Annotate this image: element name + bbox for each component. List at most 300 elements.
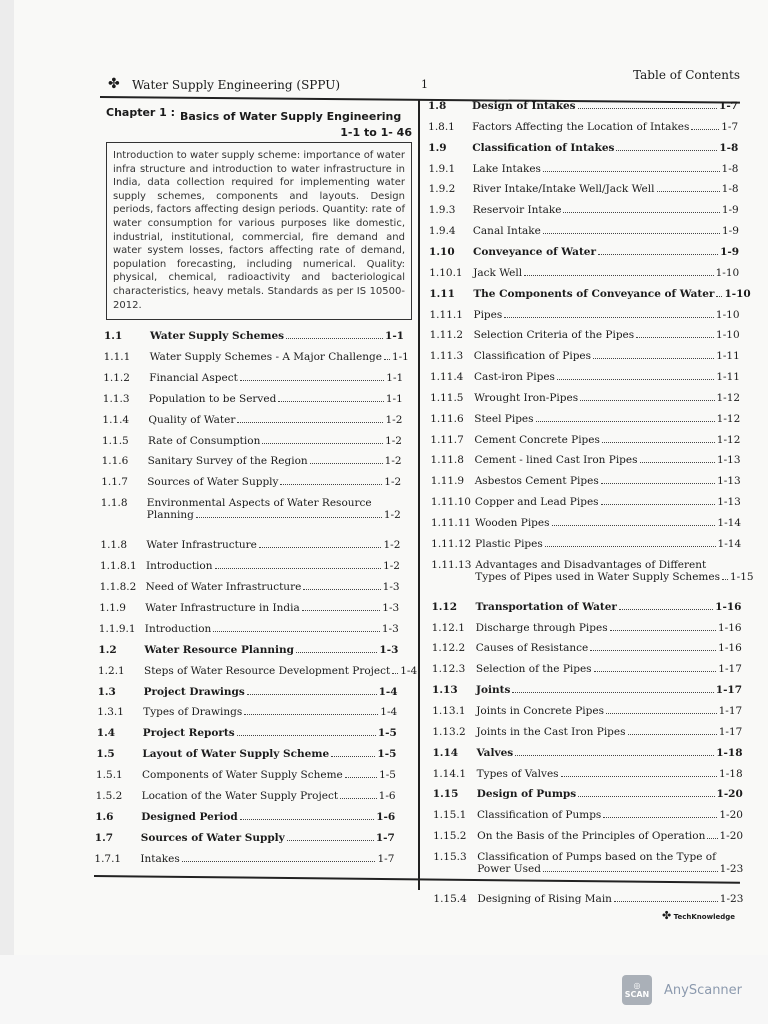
- toc-entry-title: Sources of Water Supply: [147, 476, 279, 489]
- toc-entry-title: Classification of Pumps based on the Type of: [477, 850, 716, 863]
- toc-entry: [432, 642, 742, 660]
- toc-entry-title: Classification of Pumps: [476, 809, 602, 822]
- toc-entry-page: 1-1: [385, 330, 404, 342]
- toc-entry-page: 1-2: [383, 560, 400, 573]
- dot-leader: [247, 694, 377, 695]
- toc-entry-page: 1-12: [716, 412, 741, 425]
- toc-entry-number: 1.15.1: [432, 809, 467, 822]
- dot-leader: [340, 798, 377, 799]
- toc-entry-number: 1.1.8: [100, 539, 128, 552]
- toc-entry-number: 1.1.8.2: [99, 581, 137, 593]
- toc-entry: [429, 246, 739, 264]
- dot-leader: [303, 589, 380, 590]
- toc-entry: [95, 832, 395, 850]
- toc-entry-page: 1-5: [379, 769, 396, 782]
- publisher-logo-icon: ✤: [108, 76, 120, 92]
- toc-entry: [430, 434, 740, 452]
- toc-entry: [431, 601, 741, 619]
- toc-entry-title: Conveyance of Water: [473, 245, 597, 258]
- toc-entry-number: 1.9.3: [428, 204, 456, 217]
- dot-leader: [215, 568, 382, 569]
- toc-entry-number: 1.10: [429, 245, 455, 258]
- dot-leader: [543, 233, 720, 234]
- toc-entry-page: 1-1: [391, 350, 409, 363]
- toc-entry-title: Wrought Iron-Pipes: [474, 391, 579, 404]
- toc-entry: [429, 204, 739, 222]
- toc-entry: [96, 748, 396, 766]
- dot-leader: [593, 358, 714, 359]
- toc-entry: [94, 853, 394, 871]
- toc-entry-title: Water Supply Schemes - A Major Challenge: [149, 350, 382, 363]
- section-title: Table of Contents: [633, 68, 740, 82]
- dot-leader: [287, 840, 374, 841]
- dot-leader: [278, 401, 384, 402]
- toc-entry-number: 1.7: [94, 831, 114, 844]
- toc-entry-title: Lake Intakes: [472, 162, 541, 175]
- toc-entry-number: 1.11.13: [431, 558, 472, 571]
- toc-entry-page: 1-5: [377, 748, 397, 761]
- toc-entry-page: 1-7: [721, 120, 739, 133]
- toc-entry-number: 1.7.1: [94, 852, 122, 865]
- toc-entry-number: 1.8: [428, 100, 447, 112]
- toc-entry-page: 1-14: [717, 537, 742, 550]
- toc-entry: [98, 686, 398, 704]
- toc-entry-title: Copper and Lead Pipes: [474, 496, 599, 509]
- toc-entry-number: 1.11.10: [430, 496, 471, 509]
- dot-leader: [237, 422, 383, 423]
- toc-entry-page: 1-17: [718, 663, 742, 676]
- toc-entry-title: Layout of Water Supply Scheme: [142, 748, 330, 761]
- toc-entry: [104, 330, 404, 348]
- toc-entry-number: 1.1.3: [102, 392, 130, 405]
- toc-entry: [430, 371, 740, 389]
- toc-entry-number: 1.1.7: [101, 476, 128, 489]
- toc-entry-number: 1.11.2: [429, 329, 464, 342]
- scanner-name: AnyScanner: [664, 982, 743, 998]
- toc-entry-title: Cement - lined Cast Iron Pipes: [474, 454, 638, 467]
- toc-entry-number: 1.2.1: [98, 664, 125, 677]
- toc-entry-number: 1.11.3: [429, 350, 464, 363]
- toc-entry-page: 1-9: [721, 204, 739, 217]
- toc-entry-title: Selection of the Pipes: [475, 663, 592, 676]
- toc-entry-number: 1.1.1: [103, 350, 131, 363]
- toc-entry-number: 1.1.6: [101, 455, 129, 468]
- toc-entry: [432, 705, 742, 723]
- syllabus-box: Introduction to water supply scheme: importance of water infra structure and introduction to water infrastructure in India, data collection required for implementing water supply schemes, components and layouts. Design periods, factors affecting design periods. Quantity: rate of water consumption for various purposes like domestic, industrial, institutional, commercial, fire demand and water system losses, factors affecting rate of demand, population forecasting, including numerical. Quality: physical, chemical, radioactivity and bacteriological characteristics, heavy metals. Standards as per IS 10500-2012.: [106, 142, 412, 320]
- toc-entry: [431, 454, 741, 472]
- toc-entry-title: Water Infrastructure in India: [145, 601, 300, 614]
- scanner-watermark: [622, 975, 742, 1005]
- toc-entry-title: Joints in the Cast Iron Pipes: [476, 725, 626, 738]
- dot-leader: [716, 296, 722, 297]
- toc-entry-number: 1.11.12: [431, 537, 472, 550]
- toc-entry: [432, 663, 742, 681]
- toc-entry-page: 1-4: [378, 685, 398, 698]
- toc-entry-title: Steel Pipes: [474, 412, 534, 425]
- dot-leader: [384, 359, 390, 360]
- dot-leader: [578, 108, 717, 109]
- toc-entry: [97, 706, 397, 724]
- toc-entry: [100, 560, 400, 578]
- toc-entry-title: Valves: [476, 746, 514, 759]
- toc-entry-title: Asbestos Cement Pipes: [474, 475, 599, 488]
- publisher-brand: [662, 909, 735, 922]
- toc-entry-number: 1.11: [429, 287, 455, 300]
- toc-entry-title: Cement Concrete Pipes: [474, 433, 600, 446]
- toc-entry-page: 1-2: [384, 476, 402, 489]
- toc-entry-number: 1.9.2: [428, 183, 456, 196]
- scanner-badge-text: SCAN: [624, 990, 650, 999]
- dot-leader: [259, 547, 382, 548]
- toc-entry-title: Classification of Intakes: [472, 141, 615, 154]
- toc-entry-number: 1.1.2: [103, 371, 130, 384]
- dot-leader: [240, 819, 375, 820]
- toc-entry-number: 1.9.4: [428, 225, 456, 238]
- dot-leader: [543, 171, 720, 172]
- toc-entry: [102, 414, 402, 432]
- toc-entry: [433, 830, 743, 848]
- toc-entry-number: 1.1.8.1: [100, 560, 137, 573]
- dot-leader: [392, 673, 398, 674]
- toc-entry-page: 1-3: [382, 601, 400, 614]
- toc-entry-title: Planning: [146, 509, 194, 522]
- toc-entry-title: Advantages and Disadvantages of Different: [475, 558, 707, 571]
- dot-leader: [552, 525, 716, 526]
- dot-leader: [614, 901, 718, 902]
- toc-entry-page: 1-13: [716, 454, 741, 467]
- toc-entry-page: 1-16: [715, 600, 742, 613]
- dot-leader: [504, 317, 714, 318]
- dot-leader: [345, 777, 377, 778]
- toc-entry-page: 1-10: [716, 329, 740, 342]
- toc-entry-number: 1.11.6: [430, 412, 464, 425]
- toc-entry-page: 1-8: [719, 141, 739, 154]
- toc-entry: [431, 475, 741, 493]
- toc-entry: [433, 809, 743, 827]
- toc-entry-page: 1-9: [721, 225, 739, 238]
- toc-entry-page: 1-1: [385, 392, 403, 405]
- dot-leader: [262, 443, 383, 444]
- toc-entry-number: 1.13.1: [432, 704, 466, 717]
- dot-leader: [606, 713, 717, 714]
- toc-entry-page: 1-12: [716, 391, 741, 404]
- dot-leader: [628, 734, 717, 735]
- dot-leader: [619, 609, 713, 610]
- toc-entry-page: 1-3: [381, 622, 399, 635]
- toc-entry-page: 1-7: [377, 852, 395, 865]
- toc-entry-number: 1.11.9: [430, 475, 465, 488]
- toc-entry-number: 1.11.4: [429, 371, 464, 384]
- toc-entry-title: Power Used: [477, 862, 541, 875]
- toc-entry-title: Reservoir Intake: [472, 204, 562, 217]
- toc-entry: [429, 287, 751, 306]
- dot-leader: [543, 871, 718, 872]
- toc-entry-title: Transportation of Water: [475, 600, 617, 613]
- dot-leader: [598, 254, 718, 255]
- toc-entry-page: 1-7: [719, 100, 738, 112]
- toc-entry-title: Selection Criteria of the Pipes: [473, 329, 635, 342]
- toc-entry-number: 1.3.1: [97, 706, 124, 719]
- toc-entry-page: 1-17: [718, 725, 743, 738]
- dot-leader: [310, 463, 383, 464]
- dot-leader: [616, 150, 717, 151]
- toc-entry-number: 1.10.1: [429, 266, 463, 279]
- dot-leader: [331, 756, 375, 757]
- dot-leader: [601, 504, 716, 505]
- toc-entry-page: 1-15: [729, 570, 754, 583]
- toc-entry-page: 1-14: [717, 517, 741, 529]
- toc-entry-page: 1-8: [721, 162, 739, 175]
- toc-entry: [431, 538, 741, 556]
- toc-entry-page: 1-2: [383, 509, 401, 522]
- toc-entry-number: 1.1.8: [100, 497, 128, 510]
- dot-leader: [545, 546, 716, 547]
- chapter-page-range: 1-1 to 1- 46: [340, 126, 412, 139]
- toc-entry-page: 1-13: [717, 496, 741, 509]
- chapter-label: Chapter 1 :: [106, 106, 176, 119]
- dot-leader: [657, 191, 720, 192]
- publisher-name: TechKnowledge: [673, 913, 735, 921]
- toc-entry-number: 1.15.2: [433, 830, 467, 843]
- dot-leader: [636, 337, 714, 338]
- toc-entry-page: 1-9: [720, 245, 740, 258]
- publisher-brand-icon: ✤: [662, 909, 672, 922]
- toc-entry-title: Pipes: [473, 308, 503, 321]
- toc-entry-page: 1-5: [377, 727, 397, 740]
- toc-entry-number: 1.15: [432, 788, 459, 801]
- toc-entry-number: 1.15.4: [433, 892, 467, 905]
- dot-leader: [196, 517, 382, 518]
- toc-entry: [432, 726, 742, 744]
- toc-entry-page: 1-11: [716, 371, 740, 384]
- toc-entry-number: 1.12.1: [431, 621, 465, 634]
- toc-entry-number: 1.15.3: [433, 850, 467, 863]
- dot-leader: [244, 714, 378, 715]
- toc-entry-title: Types of Drawings: [143, 706, 243, 719]
- toc-entry: [428, 121, 738, 139]
- toc-entry-title: Design of Pumps: [476, 788, 577, 801]
- toc-entry-number: 1.14.1: [432, 767, 467, 780]
- toc-entry-page: 1-10: [724, 287, 751, 300]
- toc-entry: [430, 329, 740, 347]
- toc-entry: [433, 768, 743, 786]
- toc-entry: [96, 790, 396, 808]
- toc-entry: [429, 183, 739, 201]
- toc-entry-page: 1-20: [716, 788, 743, 801]
- chapter-heading: [104, 104, 412, 144]
- dot-leader: [603, 817, 717, 818]
- dot-leader: [563, 212, 719, 213]
- dot-leader: [578, 796, 714, 797]
- toc-entry-page: 1-6: [378, 790, 396, 802]
- toc-entry-title: Introduction: [146, 560, 213, 573]
- dot-leader: [237, 735, 376, 736]
- toc-entry: [98, 664, 418, 683]
- toc-entry: [101, 476, 401, 494]
- toc-entry-number: 1.1.5: [102, 434, 129, 447]
- toc-entry: [430, 413, 740, 431]
- toc-entry-title: Water Supply Schemes: [150, 330, 285, 342]
- toc-entry-page: 1-6: [376, 810, 396, 823]
- toc-entry: [429, 267, 739, 285]
- toc-entry-page: 1-8: [721, 183, 739, 196]
- toc-entry-number: 1.2: [98, 643, 117, 656]
- toc-entry-page: 1-3: [382, 581, 400, 593]
- toc-entry-title: Environmental Aspects of Water Resource: [146, 497, 372, 510]
- toc-entry-page: 1-20: [719, 830, 744, 843]
- toc-entry-page: 1-4: [400, 664, 418, 677]
- toc-entry-number: 1.11.7: [430, 433, 464, 446]
- toc-entry: [102, 435, 402, 453]
- toc-entry-title: Project Reports: [142, 727, 235, 740]
- toc-entry-page: 1-2: [384, 455, 402, 468]
- toc-entry-title: Water Resource Planning: [144, 643, 294, 656]
- toc-entry: [96, 769, 396, 787]
- toc-entry-title: Designing of Rising Main: [477, 892, 612, 905]
- toc-entry-title: Joints: [476, 684, 511, 697]
- dot-leader: [515, 755, 714, 756]
- toc-entry-page: 1-2: [385, 413, 403, 426]
- toc-entry: [431, 517, 741, 535]
- toc-entry-title: Quality of Water: [148, 413, 236, 426]
- toc-entry: [99, 602, 399, 620]
- toc-entry: [102, 455, 402, 473]
- toc-entry-page: 1-11: [716, 350, 740, 363]
- toc-entry-number: 1.14: [432, 746, 459, 759]
- toc-entry-title: Intakes: [140, 852, 180, 865]
- toc-entry-title: Components of Water Supply Scheme: [142, 769, 343, 782]
- toc-entry: [431, 558, 754, 593]
- toc-entry-number: 1.9: [428, 141, 447, 154]
- toc-entry: [100, 539, 400, 557]
- toc-entry: [430, 350, 740, 368]
- toc-entry: [433, 747, 743, 765]
- toc-entry-title: Designed Period: [141, 810, 238, 823]
- toc-entry-number: 1.9.1: [428, 162, 456, 175]
- toc-entry-page: 1-3: [379, 643, 399, 656]
- toc-entry-title: Cast-iron Pipes: [473, 371, 555, 384]
- dot-leader: [590, 650, 716, 651]
- page-header: [108, 68, 740, 96]
- toc-entry-number: 1.12.2: [431, 642, 466, 655]
- dot-leader: [561, 776, 717, 777]
- toc-entry: [97, 727, 397, 745]
- toc-entry-page: 1-1: [386, 371, 404, 384]
- toc-entry-title: Jack Well: [473, 266, 523, 279]
- toc-entry-number: 1.13.2: [432, 725, 466, 738]
- toc-entry: [428, 142, 738, 160]
- toc-entry: [103, 372, 403, 390]
- dot-leader: [524, 275, 713, 276]
- toc-entry-number: 1.1: [104, 330, 123, 342]
- book-title: Water Supply Engineering (SPPU): [132, 78, 341, 92]
- dot-leader: [302, 610, 381, 611]
- toc-entry-title: Sources of Water Supply: [140, 831, 285, 844]
- toc-entry-title: Water Infrastructure: [146, 539, 257, 552]
- dot-leader: [602, 442, 715, 443]
- toc-entry-title: Sanitary Survey of the Region: [147, 455, 308, 468]
- toc-entry-number: 1.12.3: [431, 663, 466, 676]
- dot-leader: [286, 338, 383, 339]
- dot-leader: [601, 483, 715, 484]
- toc-entry: [428, 163, 738, 181]
- dot-leader: [182, 861, 376, 862]
- chapter-name: Basics of Water Supply Engineering: [180, 110, 402, 123]
- toc-entry-title: Types of Valves: [476, 767, 559, 780]
- toc-entry-title: Classification of Pipes: [473, 350, 592, 363]
- toc-entry-page: 1-16: [718, 621, 742, 634]
- dot-leader: [610, 630, 716, 631]
- dot-leader: [580, 400, 714, 401]
- toc-entry-title: On the Basis of the Principles of Operation: [477, 830, 706, 843]
- toc-entry-number: 1.8.1: [428, 120, 455, 133]
- toc-entry-title: Wooden Pipes: [475, 517, 550, 529]
- toc-entry-page: 1-20: [719, 809, 743, 822]
- toc-entry-title: Project Drawings: [143, 685, 245, 698]
- toc-entry-title: Types of Pipes used in Water Supply Schemes: [475, 570, 720, 583]
- toc-entry-number: 1.5.1: [96, 769, 123, 782]
- toc-entry-page: 1-10: [715, 266, 740, 279]
- toc-entry-page: 1-23: [719, 862, 744, 875]
- dot-leader: [536, 421, 715, 422]
- toc-entry: [101, 497, 401, 531]
- toc-entry-number: 1.12: [431, 600, 458, 613]
- dot-leader: [707, 838, 717, 839]
- toc-entry: [430, 392, 740, 410]
- toc-entry-number: 1.11.5: [430, 391, 464, 404]
- toc-entry-title: Canal Intake: [472, 225, 541, 238]
- dot-leader: [640, 462, 715, 463]
- toc-entry-title: Causes of Resistance: [475, 642, 589, 655]
- toc-entry-number: 1.11.11: [431, 517, 472, 529]
- toc-entry-number: 1.1.9: [99, 601, 126, 614]
- toc-entry: [95, 811, 395, 829]
- toc-entry: [433, 788, 743, 806]
- toc-entry: [432, 684, 742, 702]
- toc-entry-page: 1-17: [718, 704, 743, 717]
- toc-entry-number: 1.1.4: [102, 413, 130, 426]
- toc-entry-title: The Components of Conveyance of Water: [473, 287, 715, 300]
- toc-entry-number: 1.1.9.1: [98, 622, 136, 635]
- toc-entry-title: Discharge through Pipes: [475, 621, 608, 634]
- toc-entry-title: Plastic Pipes: [475, 537, 543, 550]
- toc-entry-page: 1-18: [719, 767, 743, 780]
- toc-entry-number: 1.6: [95, 810, 114, 823]
- toc-entry-title: Population to be Served: [148, 392, 277, 405]
- page-number: 1: [421, 78, 428, 91]
- toc-entry-title: Design of Intakes: [472, 100, 576, 112]
- dot-leader: [691, 129, 719, 130]
- toc-entry-page: 1-7: [375, 831, 395, 844]
- toc-entry-title: Need of Water Infrastructure: [145, 581, 302, 593]
- toc-entry-title: Financial Aspect: [149, 371, 238, 384]
- toc-entry: [432, 622, 742, 640]
- toc-entry-page: 1-2: [383, 539, 401, 552]
- toc-entry-title: Location of the Water Supply Project: [141, 790, 339, 802]
- column-divider: [418, 100, 420, 890]
- toc-entry-number: 1.5: [96, 748, 115, 761]
- toc-entry-page: 1-4: [380, 706, 398, 719]
- toc-entry-number: 1.5.2: [95, 790, 123, 802]
- toc-entry-page: 1-23: [719, 892, 744, 905]
- toc-entry: [100, 581, 400, 599]
- toc-entry: [103, 350, 409, 369]
- toc-entry-page: 1-17: [715, 684, 743, 697]
- toc-entry-title: Factors Affecting the Location of Intakes: [472, 120, 690, 133]
- toc-entry-page: 1-10: [715, 308, 740, 321]
- toc-entry-number: 1.11.1: [429, 308, 463, 321]
- toc-entry: [98, 644, 398, 662]
